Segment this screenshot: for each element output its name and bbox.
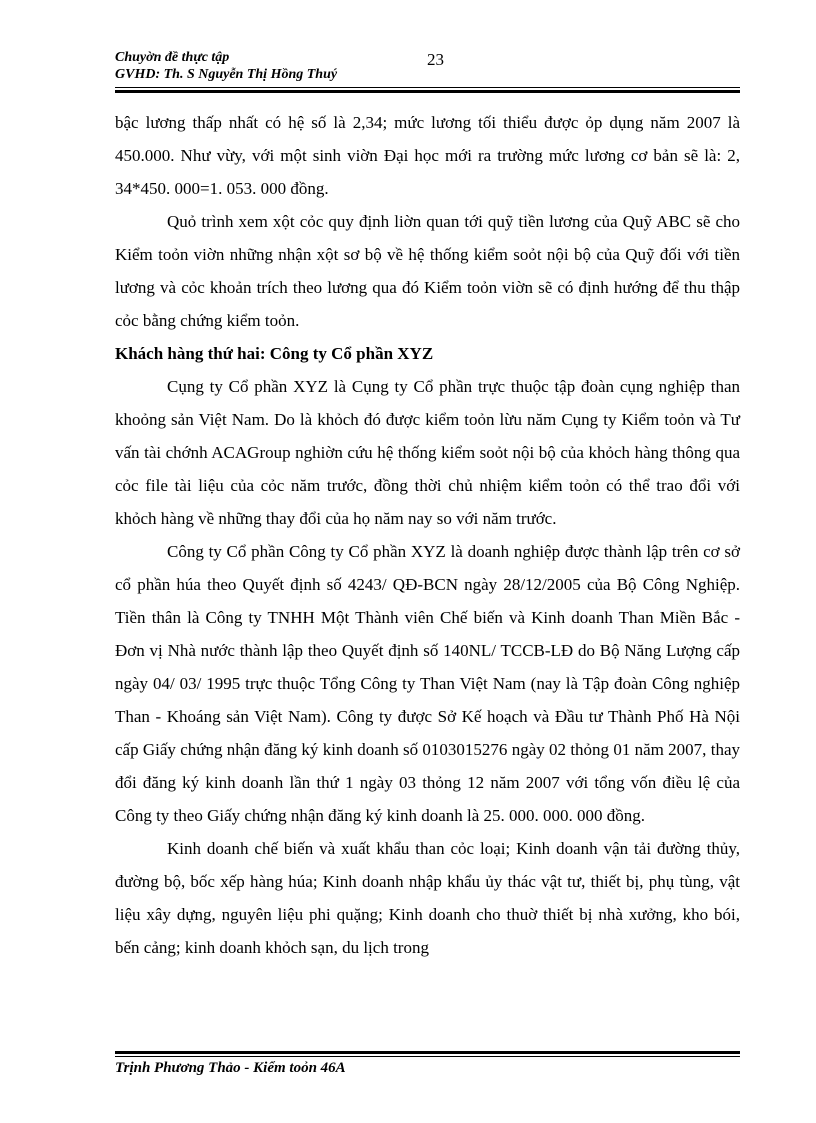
page-body xyxy=(115,106,740,964)
header-rule-thin xyxy=(115,87,740,88)
supervisor-name: GVHD: Th. S Nguyễn Thị Hồng Thuý xyxy=(115,67,338,82)
page-number: 23 xyxy=(427,50,444,69)
footer-rule-thick xyxy=(115,1051,740,1054)
paragraph-business-lines: Kinh doanh chế biến và xuất khẩu than cỏc loại; Kinh doanh vận tải đường thủy, đường bộ, bốc xếp hàng húa; Kinh doanh nhập khẩu ủy thác vật tư, thiết bị, phụ tùng, vật liệu xây dựng, nguyên liệu phi quặng; Kinh doanh cho thuờ thiết bị nhà xưởng, kho bói, bến cảng; kinh doanh khỏch sạn, du lịch trong xyxy=(115,839,740,957)
header-rule-thick xyxy=(115,90,740,93)
document-title: Chuyờn đề thực tập xyxy=(115,50,230,65)
footer-rule-thin xyxy=(115,1056,740,1057)
page-header xyxy=(115,49,740,87)
paragraph-company-intro: Cụng ty Cổ phần XYZ là Cụng ty Cổ phần trực thuộc tập đoàn cụng nghiệp than khoỏng sản Việt Nam. Do là khỏch đó được kiểm toỏn lừu năm Cụng ty Kiểm toỏn và Tư vấn tài chớnh ACAGroup nghiờn cứu hệ thống kiểm soỏt nội bộ của khỏch hàng thông qua cỏc file tài liệu của cỏc năm trước, đồng thời chủ nhiệm kiểm toỏn có thể trao đổi với khỏch hàng về những thay đổi của họ năm nay so với năm trước. xyxy=(115,377,740,528)
paragraph-salary: bậc lương thấp nhất có hệ số là 2,34; mức lương tối thiểu được ỏp dụng năm 2007 là 450.000. Như vừy, với một sinh viờn Đại học mới ra trường mức lương cơ bản sẽ là: 2, 34*450. 000=1. 053. 000 đồng. xyxy=(115,113,740,198)
page-footer: Trịnh Phương Thảo - Kiểm toỏn 46A xyxy=(115,1060,346,1076)
section-heading: Khách hàng thứ hai: Công ty Cổ phần XYZ xyxy=(115,344,434,363)
paragraph-review: Quỏ trình xem xột cỏc quy định liờn quan tới quỹ tiền lương của Quỹ ABC sẽ cho Kiểm toỏn viờn những nhận xột sơ bộ về hệ thống kiểm soỏt nội bộ của Quỹ đối với tiền lương và cỏc khoản trích theo lương qua đó Kiểm toỏn viờn sẽ có định hướng để thu thập cỏc bằng chứng kiểm toỏn. xyxy=(115,212,740,330)
paragraph-company-history: Công ty Cổ phần Công ty Cổ phần XYZ là doanh nghiệp được thành lập trên cơ sở cổ phần húa theo Quyết định số 4243/ QĐ-BCN ngày 28/12/2005 của Bộ Công Nghiệp. Tiền thân là Công ty TNHH Một Thành viên Chế biến và Kinh doanh Than Miền Bắc - Đơn vị Nhà nước thành lập theo Quyết định số 140NL/ TCCB-LĐ do Bộ Năng Lượng cấp ngày 04/ 03/ 1995 trực thuộc Tổng Công ty Than Việt Nam (nay là Tập đoàn Công nghiệp Than - Khoáng sản Việt Nam). Công ty được Sở Kế hoạch và Đầu tư Thành Phố Hà Nội cấp Giấy chứng nhận đăng ký kinh doanh số 0103015276 ngày 02 thỏng 01 năm 2007, thay đổi đăng ký kinh doanh lần thứ 1 ngày 03 thỏng 12 năm 2007 với tổng vốn điều lệ của Công ty theo Giấy chứng nhận đăng ký kinh doanh là 25. 000. 000. 000 đồng. xyxy=(115,542,740,825)
